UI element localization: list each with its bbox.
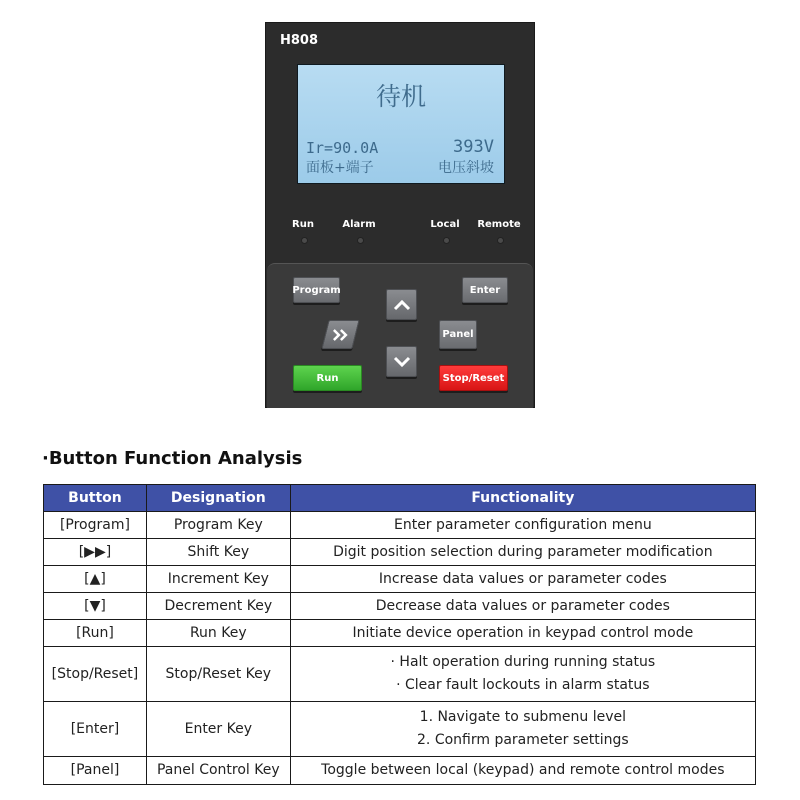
panel-button[interactable]: Panel (439, 320, 477, 349)
lcd-status-text: 待机 (375, 82, 426, 111)
functionality-line: Digit position selection during parameter modification (333, 543, 713, 560)
indicator-label-run: Run (292, 219, 314, 230)
table-row (44, 757, 756, 785)
column-header-button: Button (44, 485, 147, 512)
functionality-cell (290, 593, 755, 620)
table-row (44, 566, 756, 593)
functionality-cell (290, 647, 755, 702)
functionality-line: 2. Confirm parameter settings (417, 732, 629, 748)
lcd-current-readout: Ir=90.0A (306, 139, 379, 157)
column-header-designation: Designation (146, 485, 290, 512)
table-row (44, 647, 756, 702)
button-cell: [▼] (44, 593, 147, 620)
lcd-start-mode: 电压斜坡 (438, 160, 494, 176)
remote-led (497, 237, 504, 244)
lcd-display (297, 64, 505, 184)
double-chevron-right-icon (331, 328, 351, 342)
indicator-label-alarm: Alarm (342, 219, 376, 230)
designation-cell: Run Key (146, 620, 290, 647)
functionality-line: 1. Navigate to submenu level (419, 709, 627, 725)
designation-cell: Stop/Reset Key (146, 647, 290, 702)
functionality-line: · Clear fault lockouts in alarm status (396, 677, 650, 693)
table-row (44, 539, 756, 566)
button-cell: [Run] (44, 620, 147, 647)
keypad-panel (267, 263, 533, 408)
enter-button[interactable]: Enter (462, 277, 508, 303)
button-cell: [Panel] (44, 757, 147, 785)
functionality-line: Initiate device operation in keypad control mode (352, 624, 694, 641)
run-button[interactable]: Run (293, 365, 362, 391)
section-heading: ·Button Function Analysis (42, 448, 303, 469)
stop-reset-button[interactable]: Stop/Reset (439, 365, 508, 391)
functionality-cell (290, 620, 755, 647)
program-button[interactable]: Program (293, 277, 340, 303)
functionality-cell (290, 566, 755, 593)
up-arrow-button[interactable] (386, 289, 417, 320)
button-cell: [▶▶] (44, 539, 147, 566)
model-label: H808 (280, 33, 319, 48)
functionality-line: Increase data values or parameter codes (378, 570, 667, 587)
functionality-line: Toggle between local (keypad) and remote control modes (321, 762, 725, 778)
functionality-cell (290, 702, 755, 757)
table-row (44, 593, 756, 620)
chevron-up-icon (393, 299, 411, 311)
table-row (44, 620, 756, 647)
button-function-table (43, 484, 756, 785)
button-cell: [▲] (44, 566, 147, 593)
button-cell: [Stop/Reset] (44, 647, 147, 702)
designation-cell: Increment Key (146, 566, 290, 593)
down-arrow-button[interactable] (386, 346, 417, 377)
button-cell: [Program] (44, 512, 147, 539)
functionality-line: Decrease data values or parameter codes (375, 597, 670, 614)
table-row (44, 702, 756, 757)
functionality-cell (290, 757, 755, 785)
shift-button[interactable] (321, 320, 359, 349)
chevron-down-icon (393, 356, 411, 368)
functionality-cell (290, 539, 755, 566)
designation-cell: Panel Control Key (146, 757, 290, 785)
table-row (44, 512, 756, 539)
designation-cell: Decrement Key (146, 593, 290, 620)
column-header-functionality: Functionality (290, 485, 755, 512)
functionality-cell (290, 512, 755, 539)
designation-cell: Program Key (146, 512, 290, 539)
indicator-label-local: Local (430, 219, 460, 230)
table-header-row (44, 485, 756, 512)
alarm-led (357, 237, 364, 244)
functionality-line: Enter parameter configuration menu (393, 516, 652, 533)
table-body (44, 512, 756, 785)
lcd-voltage-readout: 393V (453, 137, 494, 157)
designation-cell: Enter Key (146, 702, 290, 757)
run-led (301, 237, 308, 244)
functionality-line: · Halt operation during running status (390, 654, 656, 670)
designation-cell: Shift Key (146, 539, 290, 566)
local-led (443, 237, 450, 244)
keypad-device (265, 22, 535, 408)
button-cell: [Enter] (44, 702, 147, 757)
lcd-control-source: 面板+端子 (306, 160, 374, 176)
indicator-label-remote: Remote (477, 219, 521, 230)
